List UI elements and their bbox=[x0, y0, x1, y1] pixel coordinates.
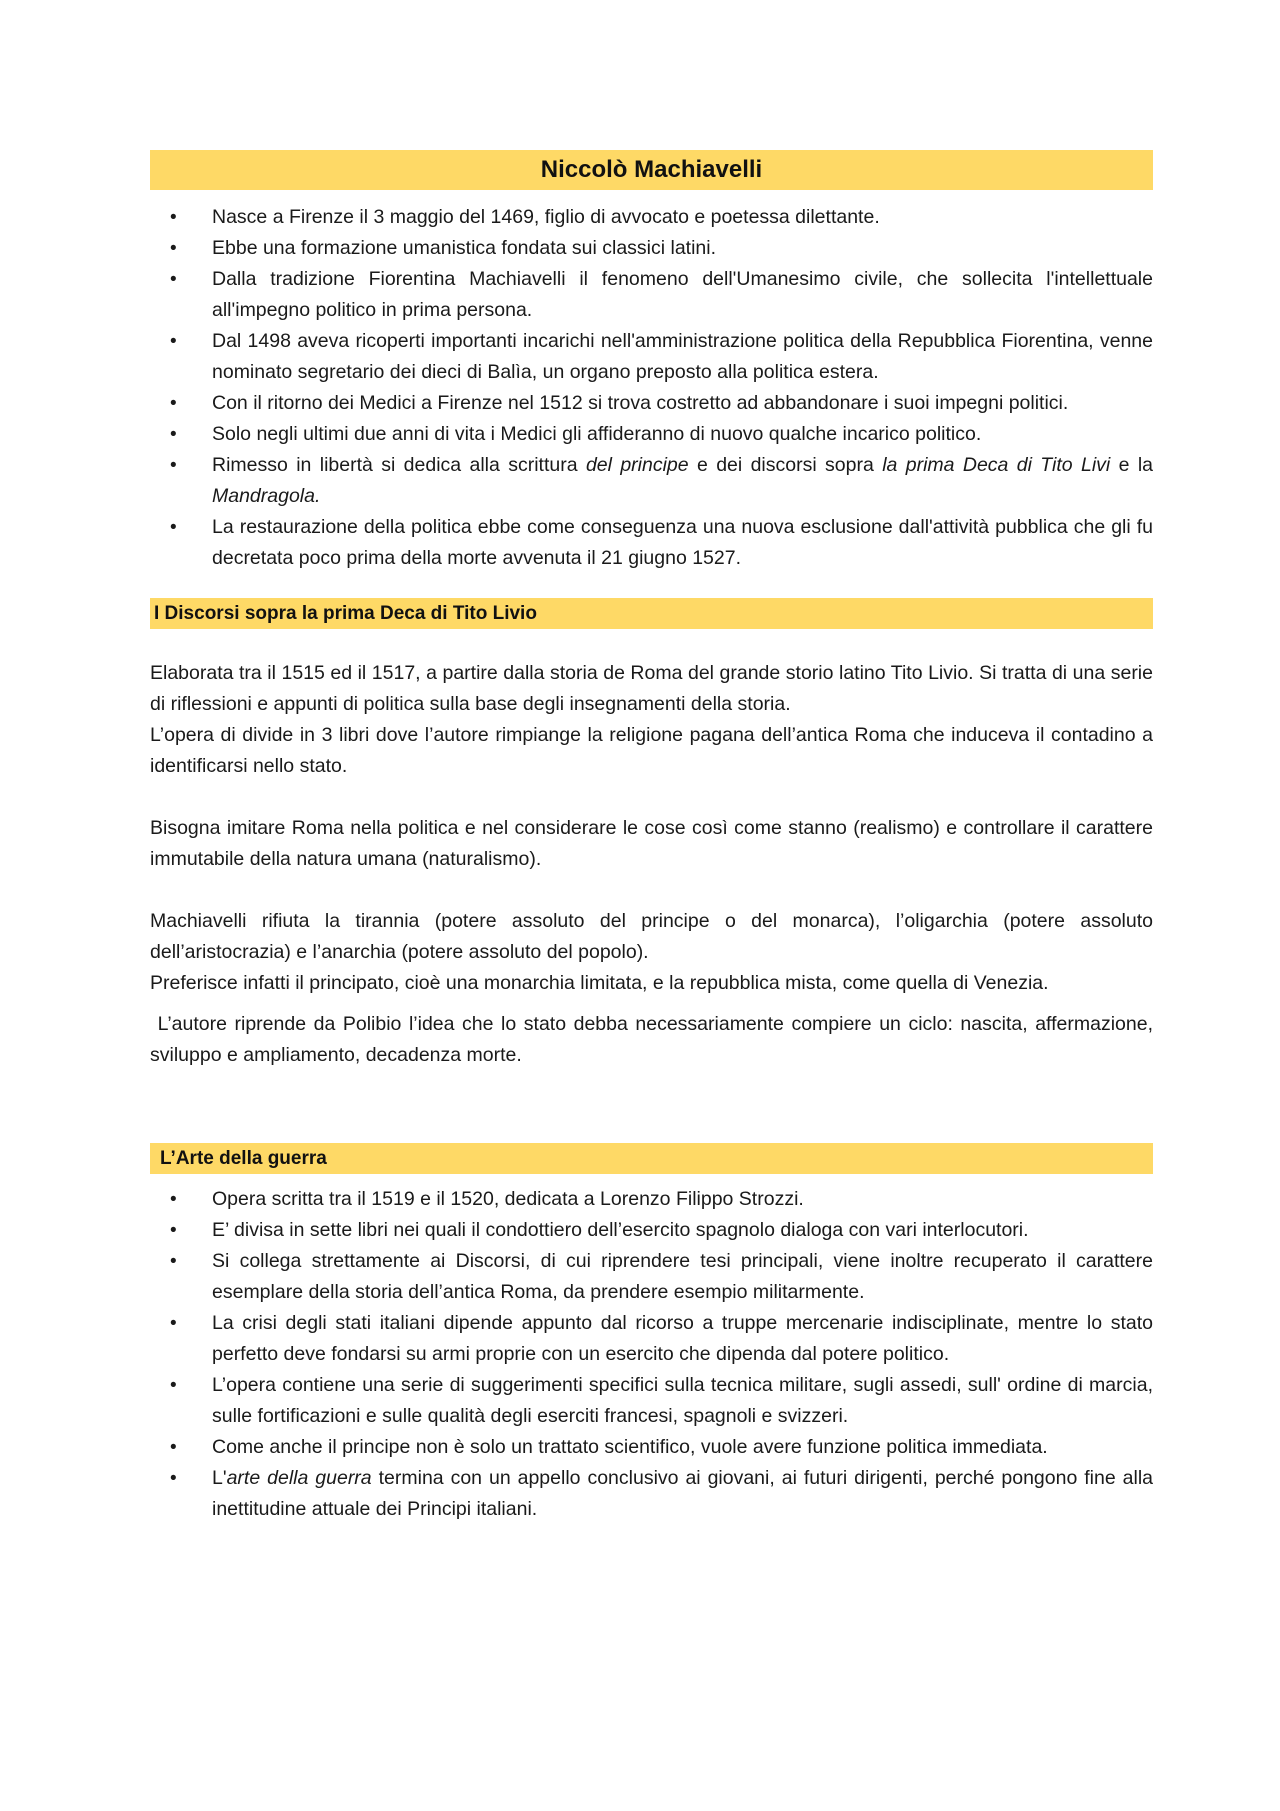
list-item bbox=[150, 419, 1153, 450]
item-text: La crisi degli stati italiani dipende appunto dal ricorso a truppe mercenarie indisciplinate, mentre lo stato perfetto deve fondarsi su armi proprie con un esercito che dipenda dal potere politico. bbox=[212, 1312, 1153, 1365]
discorsi-paragraph: Bisogna imitare Roma nella politica e nel considerare le cose così come stanno (realismo) e controllare il carattere immutabile della natura umana (naturalismo). bbox=[150, 817, 1153, 870]
bullet-icon: • bbox=[170, 1189, 177, 1210]
bullet-icon: • bbox=[170, 517, 177, 538]
item-text: Si collega strettamente ai Discorsi, di cui riprendere tesi principali, viene inoltre recuperato il carattere esemplare della storia dell’antica Roma, da prendere esempio militarmente. bbox=[212, 1250, 1153, 1303]
arte-della-guerra-list bbox=[150, 1184, 1153, 1525]
bullet-icon: • bbox=[170, 238, 177, 259]
discorsi-body bbox=[150, 658, 1159, 1071]
bullet-icon: • bbox=[170, 1375, 177, 1396]
list-item bbox=[150, 233, 1153, 264]
item-text: Dal 1498 aveva ricoperti importanti incarichi nell'amministrazione politica della Repubblica Fiorentina, venne nominato segretario dei dieci di Balìa, un organo preposto alla politica estera. bbox=[212, 330, 1153, 383]
italic-text: Mandragola. bbox=[212, 485, 321, 507]
list-item bbox=[150, 512, 1153, 574]
italic-text: arte della guerra bbox=[226, 1467, 372, 1489]
discorsi-paragraph: L’opera di divide in 3 libri dove l’autore rimpiange la religione pagana dell’antica Roma che induceva il contadino a identificarsi nello stato. bbox=[150, 724, 1153, 777]
item-text: L' bbox=[212, 1467, 227, 1489]
italic-text: la prima Deca di Tito Livi bbox=[882, 454, 1111, 476]
bullet-icon: • bbox=[170, 269, 177, 290]
item-text: Ebbe una formazione umanistica fondata sui classici latini. bbox=[212, 237, 717, 259]
section-heading-discorsi-text: I Discorsi sopra la prima Deca di Tito Livio bbox=[154, 602, 537, 624]
discorsi-paragraph: Elaborata tra il 1515 ed il 1517, a partire dalla storia de Roma del grande storio latino Tito Livio. Si tratta di una serie di riflessioni e appunti di politica sulla base degli insegnamenti della storia. bbox=[150, 662, 1153, 715]
item-text: E’ divisa in sette libri nei quali il condottiero dell’esercito spagnolo dialoga con vari interlocutori. bbox=[212, 1219, 1029, 1241]
item-text: La restaurazione della politica ebbe come conseguenza una nuova esclusione dall'attività pubblica che gli fu decretata poco prima della morte avvenuta il 21 giugno 1527. bbox=[212, 516, 1153, 569]
bullet-icon: • bbox=[170, 393, 177, 414]
biography-list bbox=[150, 202, 1153, 574]
item-text: L’opera contiene una serie di suggerimenti specifici sulla tecnica militare, sugli assedi, sull' ordine di marcia, sulle fortificazioni e sulle qualità degli eserciti francesi, spagnoli e svizzeri. bbox=[212, 1374, 1153, 1427]
bullet-icon: • bbox=[170, 331, 177, 352]
list-item bbox=[150, 264, 1153, 326]
discorsi-paragraph: Preferisce infatti il principato, cioè una monarchia limitata, e la repubblica mista, come quella di Venezia. bbox=[150, 972, 1049, 994]
list-item bbox=[150, 1246, 1153, 1308]
list-item bbox=[150, 1432, 1153, 1463]
bullet-icon: • bbox=[170, 1220, 177, 1241]
bullet-icon: • bbox=[170, 455, 177, 476]
list-item bbox=[150, 1215, 1153, 1246]
bullet-icon: • bbox=[170, 1437, 177, 1458]
list-item bbox=[150, 202, 1153, 233]
item-text: Solo negli ultimi due anni di vita i Medici gli affideranno di nuovo qualche incarico politico. bbox=[212, 423, 982, 445]
item-text: e dei discorsi sopra bbox=[688, 454, 883, 476]
document-page bbox=[150, 150, 1159, 1525]
item-text: Con il ritorno dei Medici a Firenze nel 1512 si trova costretto ad abbandonare i suoi impegni politici. bbox=[212, 392, 1069, 414]
item-text: Dalla tradizione Fiorentina Machiavelli il fenomeno dell'Umanesimo civile, che sollecita l'intellettuale all'impegno politico in prima persona. bbox=[212, 268, 1153, 321]
bullet-icon: • bbox=[170, 1468, 177, 1489]
item-text: Come anche il principe non è solo un trattato scientifico, vuole avere funzione politica immediata. bbox=[212, 1436, 1048, 1458]
list-item bbox=[150, 388, 1153, 419]
item-text: Rimesso in libertà si dedica alla scrittura bbox=[212, 454, 586, 476]
bullet-icon: • bbox=[170, 1313, 177, 1334]
section-heading-arte bbox=[150, 1143, 1153, 1174]
bullet-icon: • bbox=[170, 424, 177, 445]
section-heading-discorsi bbox=[150, 598, 1153, 629]
bullet-icon: • bbox=[170, 1251, 177, 1272]
list-item bbox=[150, 1463, 1153, 1525]
bullet-icon: • bbox=[170, 207, 177, 228]
list-item bbox=[150, 1184, 1153, 1215]
item-text: Opera scritta tra il 1519 e il 1520, dedicata a Lorenzo Filippo Strozzi. bbox=[212, 1188, 804, 1210]
item-text: e la bbox=[1110, 454, 1154, 476]
page-title bbox=[150, 150, 1153, 190]
discorsi-paragraph: Machiavelli rifiuta la tirannia (potere assoluto del principe o del monarca), l’oligarchia (potere assoluto dell’aristocrazia) e l’anarchia (potere assoluto del popolo). bbox=[150, 910, 1153, 963]
list-item bbox=[150, 1308, 1153, 1370]
discorsi-paragraph: L’autore riprende da Polibio l’idea che lo stato debba necessariamente compiere un ciclo: nascita, affermazione, sviluppo e ampliamento, decadenza morte. bbox=[150, 1013, 1159, 1066]
list-item bbox=[150, 1370, 1153, 1432]
section-heading-arte-text: L’Arte della guerra bbox=[160, 1147, 327, 1169]
list-item bbox=[150, 450, 1153, 512]
italic-text: del principe bbox=[585, 454, 689, 476]
list-item bbox=[150, 326, 1153, 388]
item-text: termina con un appello conclusivo ai giovani, ai futuri dirigenti, perché pongono fine alla inettitudine attuale dei Principi italiani. bbox=[212, 1467, 1153, 1520]
item-text: Nasce a Firenze il 3 maggio del 1469, figlio di avvocato e poetessa dilettante. bbox=[212, 206, 880, 228]
page-title-text: Niccolò Machiavelli bbox=[540, 156, 763, 183]
